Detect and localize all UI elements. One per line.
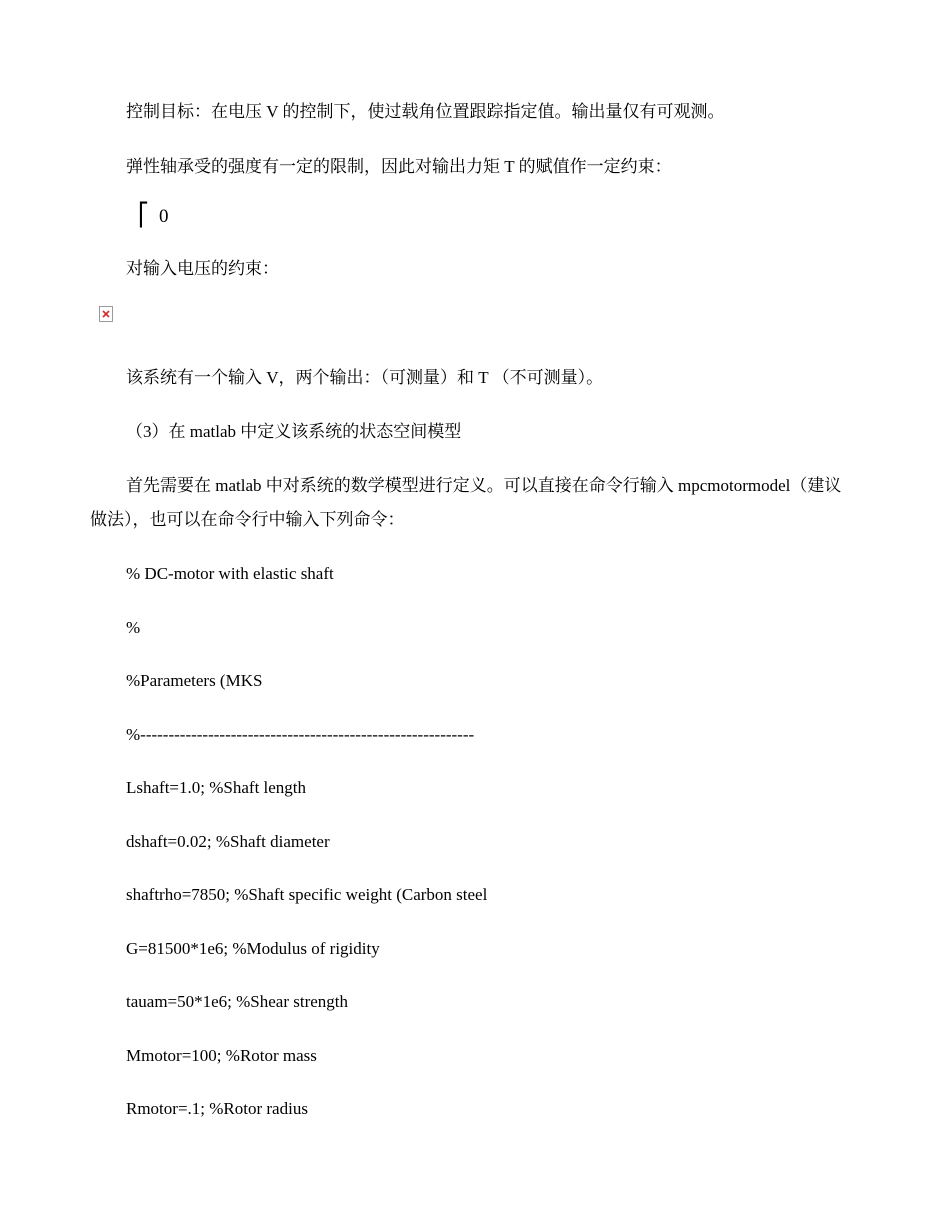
section-heading-state-space: （3）在 matlab 中定义该系统的状态空间模型 (126, 422, 462, 441)
torque-constraint-formula (138, 202, 169, 230)
code-line: Rmotor=.1; %Rotor radius (126, 1099, 308, 1118)
broken-image-icon (99, 306, 113, 322)
paragraph-system-io: 该系统有一个输入 V，两个输出：（可测量）和 T （不可测量）。 (126, 368, 604, 387)
paragraph-voltage-constraint: 对输入电压的约束： (126, 259, 279, 278)
code-line: %----------------------------------------------------------- (126, 725, 475, 744)
broken-image-x-glyph (102, 310, 110, 318)
formula-zero: 0 (159, 206, 169, 227)
code-line: tauam=50*1e6; %Shear strength (126, 992, 349, 1011)
formula-bracket: ⎡ (138, 202, 149, 227)
paragraph-define-model: 首先需要在 matlab 中对系统的数学模型进行定义。可以直接在命令行输入 mpcmotormodel（建议做法），也可以在命令行中输入下列命令： (90, 476, 842, 529)
code-line: Mmotor=100; %Rotor mass (126, 1046, 317, 1065)
paragraph-torque-constraint: 弹性轴承受的强度有一定的限制，因此对输出力矩 T 的赋值作一定约束： (126, 157, 672, 176)
code-line: % (126, 618, 141, 637)
code-line: % DC-motor with elastic shaft (126, 564, 334, 583)
code-line: Lshaft=1.0; %Shaft length (126, 778, 307, 797)
code-line: dshaft=0.02; %Shaft diameter (126, 832, 330, 851)
paragraph-control-goal: 控制目标：在电压 V 的控制下，使过载角位置跟踪指定值。输出量仅有可观测。 (126, 102, 725, 121)
code-line: %Parameters (MKS (126, 671, 263, 690)
code-line: shaftrho=7850; %Shaft specific weight (Carbon steel (126, 885, 488, 904)
code-line: G=81500*1e6; %Modulus of rigidity (126, 939, 380, 958)
